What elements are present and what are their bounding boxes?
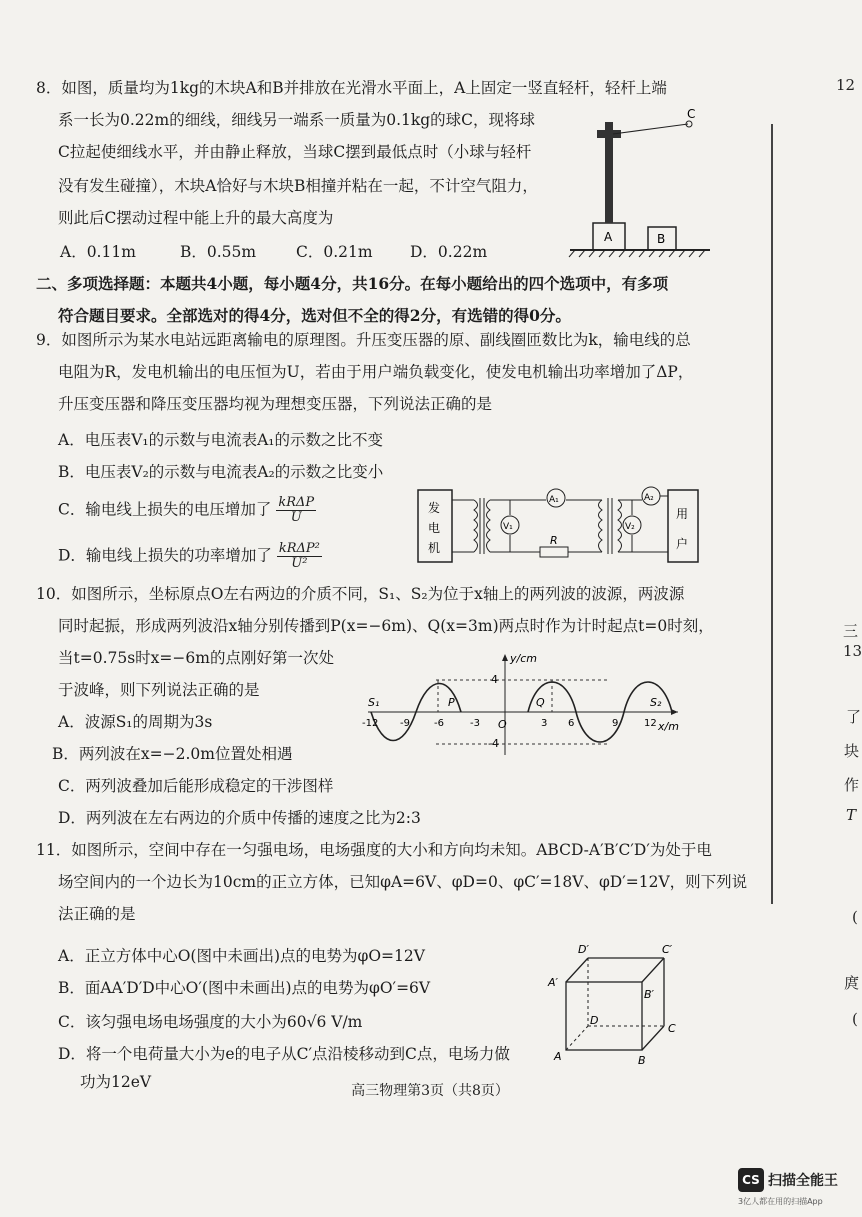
x-tick: 12: [644, 718, 657, 729]
q9-line: 电阻为R，发电机输出的电压恒为U，若由于用户端负载变化，使发电机输出功率增加了ΔP，: [58, 363, 694, 381]
x-tick: -9: [400, 718, 410, 729]
q11-option-d-cont: 功为12eV: [80, 1073, 152, 1091]
q8-line: 没有发生碰撞），木块A恰好与木块B相撞并粘在一起，不计空气阻力，: [58, 177, 538, 195]
q11-line: 11．如图所示，空间中存在一匀强电场，电场强度的大小和方向均未知。ABCD-A′B′C′D′为处于电: [36, 841, 712, 859]
x-tick: -3: [470, 718, 480, 729]
vertex-a: A: [554, 1050, 562, 1063]
r-label: R: [550, 534, 558, 547]
coil-down-primary: [599, 500, 603, 552]
margin-line: [771, 124, 773, 904]
q11-option-d[interactable]: D．将一个电荷量大小为e的电子从C′点沿棱移动到C点，电场力做: [58, 1045, 510, 1063]
watermark-sub: 3亿人都在用的扫描App: [738, 1197, 823, 1206]
side-char: 三: [843, 622, 859, 640]
vertex-b-prime: B′: [644, 988, 655, 1001]
q10-option-c[interactable]: C．两列波叠加后能形成稳定的干涉图样: [58, 777, 334, 795]
v2-label: V₂: [625, 522, 635, 532]
user-label: 用: [676, 507, 689, 521]
q8-line: 8．如图，质量均为1kg的木块A和B并排放在光滑水平面上，A上固定一竖直轻杆，轻杆上端: [36, 79, 667, 97]
q10-line: 于波峰，则下列说法正确的是: [58, 681, 260, 699]
q9-option-c[interactable]: [58, 496, 316, 525]
q10-option-b[interactable]: B．两列波在x=−2.0m位置处相遇: [52, 745, 293, 763]
q11-line: 场空间内的一个边长为10cm的正立方体，已知φA=6V、φD=0、φC′=18V、φD′=12V，则下列说: [58, 873, 748, 891]
generator-label: 发: [428, 501, 441, 515]
side-char: 了: [846, 708, 862, 726]
denominator: U: [290, 510, 302, 525]
y-label: y/cm: [510, 652, 537, 665]
side-char: 块: [844, 742, 860, 760]
a1-label: A₁: [549, 495, 559, 505]
q8-option-c[interactable]: C．0.21m: [296, 243, 373, 261]
x-label: x/m: [658, 720, 679, 733]
vertex-b: B: [638, 1054, 646, 1067]
side-char: 庹: [844, 974, 860, 992]
numerator: kRΔP: [278, 495, 315, 510]
x-tick: 6: [568, 718, 575, 729]
vertex-d: D: [590, 1014, 599, 1027]
label-a: A: [604, 230, 613, 244]
fraction: [276, 496, 316, 525]
q9-line: 9．如图所示为某水电站远距离输电的原理图。升压变压器的原、副线圈匝数比为k，输电线的总: [36, 331, 691, 349]
cs-logo-icon: CS: [738, 1168, 764, 1192]
q8-line: 系一长为0.22m的细线，细线另一端系一质量为0.1kg的球C，现将球: [58, 111, 536, 129]
section-header: 二、多项选择题：本题共4小题，每小题4分，共16分。在每小题给出的四个选项中，有多项: [36, 274, 669, 293]
q11-line: 法正确的是: [58, 905, 136, 923]
scanner-watermark: [738, 1168, 850, 1208]
x-tick: -12: [362, 718, 379, 729]
coil-secondary: [487, 500, 491, 552]
side-char: T: [846, 806, 857, 824]
q8-option-d[interactable]: D．0.22m: [410, 243, 488, 261]
y-tick-bottom: -4: [488, 737, 499, 750]
y-tick-top: 4: [491, 673, 498, 686]
side-char: (: [852, 1010, 858, 1028]
coil-primary: [474, 500, 478, 552]
q8-figure: [560, 107, 720, 260]
q10-line: 10．如图所示，坐标原点O左右两边的介质不同，S₁、S₂为位于x轴上的两列波的波源，两波源: [36, 585, 685, 603]
vertex-a-prime: A′: [548, 976, 559, 989]
string: [613, 124, 688, 134]
fraction: [277, 542, 322, 571]
section-header-2: 符合题目要求。全部选对的得4分，选对但不全的得2分，有选错的得0分。: [58, 306, 571, 325]
a2-label: A₂: [644, 493, 654, 503]
q10-option-a[interactable]: A．波源S₁的周期为3s: [58, 713, 213, 731]
x-tick: -6: [434, 718, 444, 729]
side-char: 作: [844, 776, 860, 794]
x-tick: 3: [541, 718, 548, 729]
page-footer: 高三物理第3页（共8页）: [351, 1083, 509, 1099]
vertex-d-prime: D′: [578, 943, 589, 956]
q9-option-c-text: C．输电线上损失的电压增加了: [58, 500, 272, 519]
v1-label: V₁: [503, 522, 513, 532]
q10-option-d[interactable]: D．两列波在左右两边的介质中传播的速度之比为2:3: [58, 809, 421, 827]
resistor: [540, 547, 568, 557]
side-page-number: 12: [836, 76, 856, 94]
q11-option-b[interactable]: B．面AA′D′D中心O′(图中未画出)点的电势为φO′=6V: [58, 979, 431, 997]
q9-circuit-figure: [416, 484, 702, 568]
generator-label: 机: [428, 541, 441, 555]
cube-front-face: [566, 982, 642, 1050]
user-box: [668, 490, 698, 562]
side-char: 13: [843, 642, 862, 660]
label-c: C: [687, 107, 696, 121]
q10-line: 同时起振，形成两列波沿x轴分别传播到P(x=−6m)、Q(x=3m)两点时作为计时起点t=0时刻，: [58, 617, 714, 635]
s2-label: S₂: [650, 696, 662, 709]
q9-option-b[interactable]: B．电压表V₂的示数与电流表A₂的示数之比变小: [58, 463, 384, 481]
q8-option-a[interactable]: A．0.11m: [60, 243, 136, 261]
p-label: P: [448, 696, 455, 709]
origin-label: O: [498, 718, 507, 731]
q11-option-a[interactable]: A．正立方体中心O(图中未画出)点的电势为φO=12V: [58, 947, 425, 965]
denominator: U²: [291, 556, 308, 571]
q9-option-d[interactable]: [58, 542, 322, 571]
x-tick: 9: [612, 718, 619, 729]
q10-wave-graph: [358, 650, 688, 760]
q8-option-b[interactable]: B．0.55m: [180, 243, 257, 261]
side-char: (: [852, 908, 858, 926]
watermark-name: 扫描全能王: [768, 1173, 838, 1189]
label-b: B: [657, 232, 666, 246]
q8-line: C拉起使细线水平，并由静止释放，当球C摆到最低点时（小球与轻杆: [58, 143, 532, 161]
q9-option-d-text: D．输电线上损失的功率增加了: [58, 546, 272, 565]
coil-down-secondary: [618, 500, 622, 552]
q8-line: 则此后C摆动过程中能上升的最大高度为: [58, 209, 334, 227]
generator-label: 电: [428, 521, 441, 535]
q10-line: 当t=0.75s时x=−6m的点刚好第一次处: [58, 649, 334, 667]
vertex-c-prime: C′: [662, 943, 673, 956]
user-label: 户: [676, 537, 689, 551]
vertex-c: C: [668, 1022, 676, 1035]
numerator: kRΔP²: [278, 541, 320, 556]
s1-label: S₁: [368, 696, 380, 709]
q9-option-a[interactable]: A．电压表V₁的示数与电流表A₁的示数之比不变: [58, 431, 384, 449]
q11-cube-figure: [540, 940, 700, 1070]
q-label: Q: [536, 696, 545, 709]
q11-option-c[interactable]: C．该匀强电场电场强度的大小为60√6 V/m: [58, 1013, 363, 1031]
q9-line: 升压变压器和降压变压器均视为理想变压器，下列说法正确的是: [58, 395, 493, 413]
